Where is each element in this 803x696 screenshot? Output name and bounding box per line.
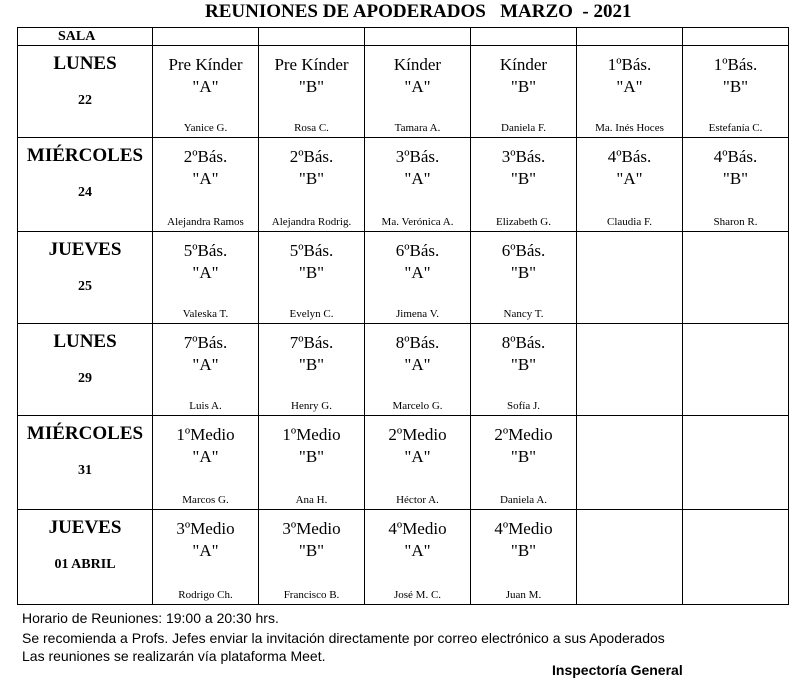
day-cell [18,232,153,324]
course-name: 3ºBás. [501,147,546,166]
teacher-name: Valeska T. [182,308,229,320]
course-cell [365,324,471,416]
day-name: LUNES [53,53,117,74]
course-name: 2ºBás. [289,147,334,166]
course-name: 1ºBás. [607,55,652,74]
teacher-name: Claudia F. [607,216,652,228]
course-name: 1ºMedio [176,425,235,444]
day-name: JUEVES [48,517,122,538]
course-name: 6ºBás. [395,241,440,260]
course-cell [471,416,577,510]
day-name: MIÉRCOLES [26,145,144,166]
teacher-name: Yanice G. [183,122,228,134]
course-section: "B" [298,447,325,466]
course-cell [577,324,683,416]
course-cell [259,510,365,605]
day-date: 25 [78,279,92,294]
day-date: 01 ABRIL [54,557,116,572]
course-name: Pre Kínder [168,55,243,74]
day-cell [18,416,153,510]
course-cell [365,510,471,605]
course-cell [471,232,577,324]
course-cell [365,232,471,324]
page-title: REUNIONES DE APODERADOS MARZO - 2021 [205,1,632,22]
course-section: "B" [510,541,537,560]
course-cell [153,324,259,416]
course-section: "A" [192,77,219,96]
course-name: 3ºMedio [176,519,235,538]
course-name: 4ºMedio [388,519,447,538]
course-section: "A" [192,169,219,188]
course-section: "B" [510,263,537,282]
course-cell [577,138,683,232]
course-cell [683,138,789,232]
schedule-row [18,46,789,138]
course-name: Pre Kínder [274,55,349,74]
teacher-name: Evelyn C. [289,308,334,320]
teacher-name: José M. C. [393,589,442,601]
course-section: "B" [722,77,749,96]
header-cell [365,28,471,46]
course-cell [365,416,471,510]
course-section: "B" [298,169,325,188]
course-section: "B" [298,355,325,374]
course-cell [683,510,789,605]
header-cell [153,28,259,46]
day-cell [18,510,153,605]
header-cell [683,28,789,46]
schedule-row [18,138,789,232]
teacher-name: Ma. Verónica A. [381,216,454,228]
day-date: 24 [78,185,92,200]
teacher-name: Sofía J. [507,400,540,412]
day-cell [18,138,153,232]
course-section: "B" [298,263,325,282]
schedule-row [18,510,789,605]
teacher-name: Alejandra Ramos [167,216,244,228]
course-section: "A" [192,541,219,560]
course-section: "A" [192,447,219,466]
course-cell [365,46,471,138]
course-name: 8ºBás. [501,333,546,352]
course-cell [577,416,683,510]
sala-header: SALA [18,28,153,46]
course-cell [153,138,259,232]
teacher-name: Tamara A. [394,122,441,134]
course-section: "B" [510,77,537,96]
recommendation-note: Se recomienda a Profs. Jefes enviar la invitación directamente por correo electrónico a sus Apoderados [22,630,665,646]
course-section: "A" [192,263,219,282]
day-name: LUNES [53,331,117,352]
course-name: 4ºMedio [494,519,553,538]
course-cell [683,324,789,416]
course-cell [683,232,789,324]
course-section: "A" [616,77,643,96]
teacher-name: Jimena V. [396,308,439,320]
course-name: Kínder [499,55,548,74]
teacher-name: Marcelo G. [392,400,443,412]
course-cell [153,416,259,510]
day-name: JUEVES [48,239,122,260]
day-name: MIÉRCOLES [26,423,144,444]
header-cell [471,28,577,46]
course-section: "A" [404,169,431,188]
course-cell [153,510,259,605]
header-cell [577,28,683,46]
course-cell [259,324,365,416]
course-cell [153,232,259,324]
teacher-name: Marcos G. [182,494,229,506]
course-cell [577,232,683,324]
course-cell [577,510,683,605]
course-name: 4ºBás. [713,147,758,166]
course-name: 1ºBás. [713,55,758,74]
course-section: "B" [510,355,537,374]
platform-note: Las reuniones se realizarán vía plataforma Meet. [22,648,326,664]
course-section: "B" [298,77,325,96]
course-name: 3ºBás. [395,147,440,166]
course-section: "A" [404,263,431,282]
course-name: 3ºMedio [282,519,341,538]
course-section: "A" [404,355,431,374]
schedule-row [18,232,789,324]
day-cell [18,46,153,138]
schedule-note: Horario de Reuniones: 19:00 a 20:30 hrs. [22,610,279,626]
course-name: 4ºBás. [607,147,652,166]
course-cell [683,416,789,510]
teacher-name: Nancy T. [503,308,544,320]
course-name: 7ºBás. [289,333,334,352]
course-name: 1ºMedio [282,425,341,444]
schedule-table [17,27,789,605]
teacher-name: Alejandra Rodrig. [271,216,352,228]
header-cell [259,28,365,46]
course-cell [259,232,365,324]
course-section: "B" [298,541,325,560]
teacher-name: Rosa C. [294,122,329,134]
course-name: 2ºMedio [388,425,447,444]
teacher-name: Sharon R. [713,216,758,228]
course-section: "A" [616,169,643,188]
course-cell [471,510,577,605]
course-name: 2ºMedio [494,425,553,444]
course-cell [259,46,365,138]
teacher-name: Ma. Inés Hoces [595,122,664,134]
course-cell [259,138,365,232]
teacher-name: Daniela F. [501,122,546,134]
course-cell [153,46,259,138]
course-section: "A" [404,541,431,560]
day-date: 22 [78,93,92,108]
course-name: 8ºBás. [395,333,440,352]
teacher-name: Luis A. [189,400,222,412]
day-cell [18,324,153,416]
course-cell [683,46,789,138]
teacher-name: Ana H. [295,494,328,506]
day-date: 31 [78,463,92,478]
teacher-name: Rodrigo Ch. [178,589,233,601]
teacher-name: Héctor A. [396,494,439,506]
course-section: "A" [404,447,431,466]
course-section: "A" [404,77,431,96]
course-section: "B" [722,169,749,188]
teacher-name: Elizabeth G. [496,216,551,228]
course-cell [577,46,683,138]
teacher-name: Francisco B. [283,589,340,601]
course-cell [471,324,577,416]
course-section: "B" [510,169,537,188]
course-name: 2ºBás. [183,147,228,166]
course-name: Kínder [393,55,442,74]
schedule-row [18,416,789,510]
course-cell [365,138,471,232]
course-name: 5ºBás. [183,241,228,260]
teacher-name: Estefanía C. [708,122,763,134]
course-cell [471,138,577,232]
day-date: 29 [78,371,92,386]
teacher-name: Henry G. [291,400,332,412]
signature: Inspectoría General [552,662,683,678]
header-row [18,28,789,46]
course-cell [259,416,365,510]
course-name: 5ºBás. [289,241,334,260]
teacher-name: Daniela A. [499,494,548,506]
course-section: "A" [192,355,219,374]
course-cell [471,46,577,138]
course-name: 6ºBás. [501,241,546,260]
teacher-name: Juan M. [505,589,542,601]
schedule-row [18,324,789,416]
course-section: "B" [510,447,537,466]
course-name: 7ºBás. [183,333,228,352]
